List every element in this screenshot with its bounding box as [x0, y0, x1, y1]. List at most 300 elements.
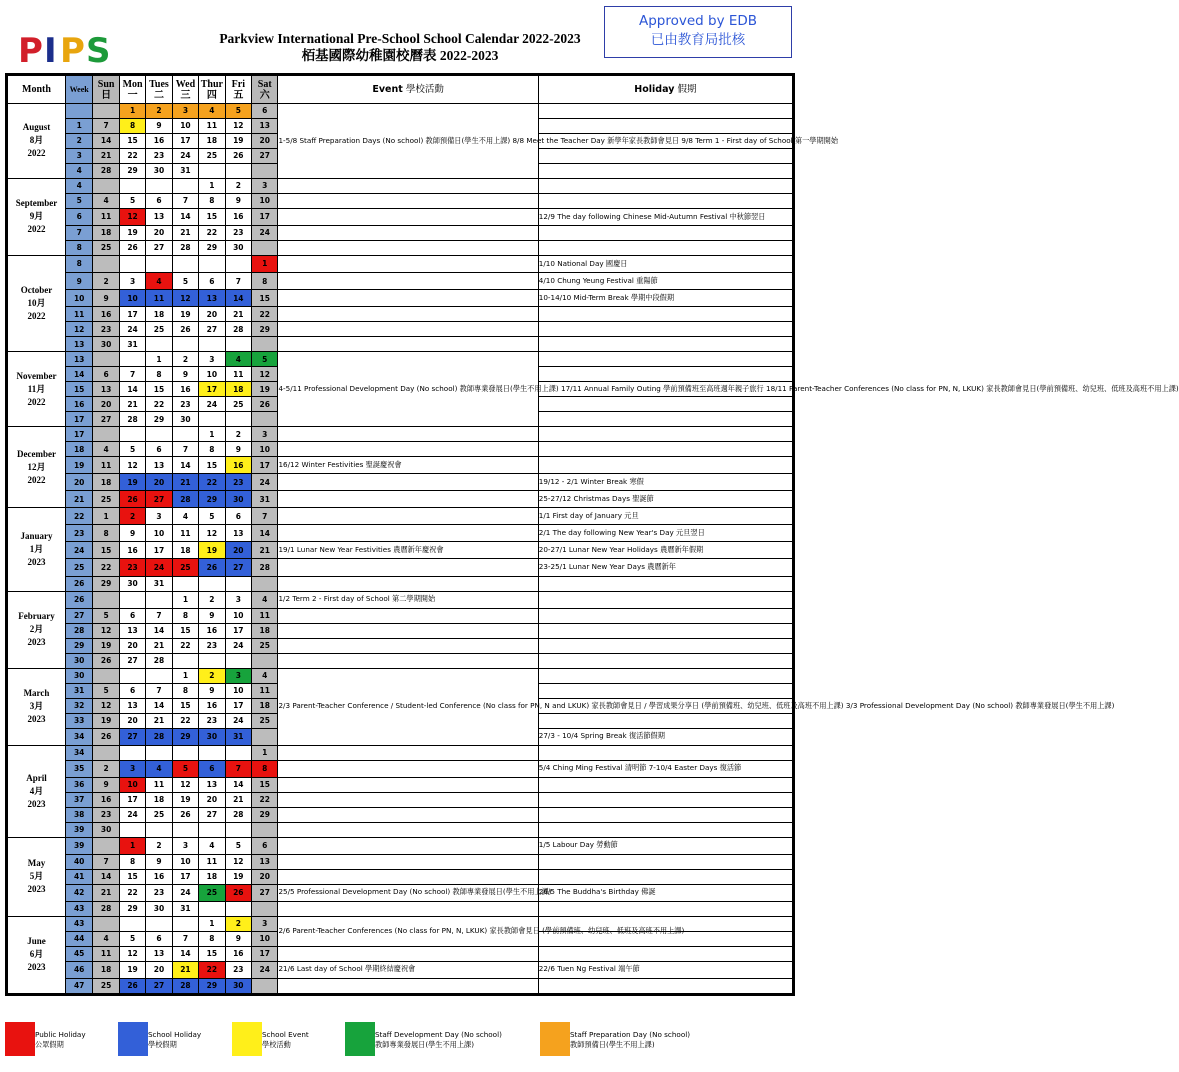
week-row: [8, 255, 793, 272]
month-cell-august: [8, 104, 66, 179]
day-cell: 29: [199, 240, 225, 255]
day-cell: [199, 901, 225, 916]
day-cell: 17: [146, 542, 172, 559]
day-cell: 28: [172, 240, 198, 255]
holiday-cell: 12/9 The day following Chinese Mid-Autumn Festival 中秋節翌日: [538, 208, 792, 225]
logo-letter-i: I: [44, 31, 57, 71]
day-cell: 22: [146, 397, 172, 412]
week-number: 43: [65, 916, 92, 931]
day-cell: 28: [146, 653, 172, 668]
day-cell: [252, 822, 278, 837]
day-cell: 2: [199, 591, 225, 608]
day-cell: 14: [172, 457, 198, 474]
day-cell: 5: [252, 352, 278, 367]
day-cell: 9: [199, 683, 225, 698]
week-number: 43: [65, 901, 92, 916]
week-row: [8, 208, 793, 225]
week-number: 10: [65, 290, 92, 307]
day-cell: 29: [199, 491, 225, 508]
day-cell: 10: [252, 442, 278, 457]
day-cell: 11: [93, 946, 119, 961]
day-cell: 2: [225, 916, 251, 931]
event-cell: 1/2 Term 2 - First day of School 第二學期開始: [278, 591, 538, 608]
day-cell: 18: [146, 307, 172, 322]
day-cell: 24: [225, 713, 251, 728]
holiday-cell: 1/10 National Day 國慶日: [538, 255, 792, 272]
day-cell: 14: [93, 869, 119, 884]
week-row: [8, 307, 793, 322]
event-cell: [278, 525, 538, 542]
month-cell-march: [8, 668, 66, 745]
day-cell: [252, 728, 278, 745]
week-row: [8, 474, 793, 491]
event-cell: [278, 760, 538, 777]
day-cell: 1: [252, 745, 278, 760]
event-cell: [278, 653, 538, 668]
day-cell: 6: [252, 104, 278, 119]
month-cell-june: [8, 916, 66, 993]
day-cell: 20: [199, 307, 225, 322]
week-number: 22: [65, 508, 92, 525]
day-cell: [119, 822, 145, 837]
day-cell: [225, 822, 251, 837]
event-cell: [278, 576, 538, 591]
day-cell: 22: [119, 148, 145, 163]
event-cell: [278, 745, 538, 760]
day-cell: 19: [252, 382, 278, 397]
month-name-en: June: [27, 936, 46, 947]
day-cell: 12: [172, 290, 198, 307]
day-cell: 27: [252, 884, 278, 901]
day-cell: [146, 668, 172, 683]
event-cell: [278, 508, 538, 525]
day-cell: 7: [146, 683, 172, 698]
legend-label-en: Staff Preparation Day (No school): [570, 1030, 691, 1039]
day-cell: 19: [225, 133, 251, 148]
day-cell: [225, 412, 251, 427]
day-cell: 2: [225, 178, 251, 193]
legend-label-en: School Holiday: [148, 1030, 202, 1039]
day-cell: 2: [93, 273, 119, 290]
day-cell: 1: [199, 178, 225, 193]
holiday-cell: [538, 322, 792, 337]
event-cell: [278, 638, 538, 653]
day-cell: 7: [225, 760, 251, 777]
day-cell: [252, 240, 278, 255]
day-cell: 1: [172, 591, 198, 608]
day-cell: 18: [199, 133, 225, 148]
day-cell: 29: [119, 901, 145, 916]
day-cell: 27: [93, 412, 119, 427]
day-cell: 5: [119, 193, 145, 208]
day-cell: 7: [119, 367, 145, 382]
week-number: 17: [65, 427, 92, 442]
day-cell: [146, 427, 172, 442]
day-cell: 11: [146, 777, 172, 792]
week-number: 38: [65, 807, 92, 822]
day-cell: 28: [93, 901, 119, 916]
day-cell: [225, 163, 251, 178]
day-cell: 25: [93, 978, 119, 993]
day-cell: 4: [93, 442, 119, 457]
week-row: [8, 854, 793, 869]
day-header-en: Wed: [175, 78, 196, 90]
week-number: 46: [65, 961, 92, 978]
day-cell: 23: [225, 225, 251, 240]
day-cell: 6: [199, 273, 225, 290]
day-cell: 26: [119, 978, 145, 993]
day-cell: 30: [225, 978, 251, 993]
edb-approval-box: [604, 6, 792, 58]
title-english: Parkview International Pre-School School Calendar 2022-2023: [219, 31, 581, 46]
day-cell: 10: [119, 777, 145, 792]
day-cell: 2: [172, 352, 198, 367]
day-cell: 13: [146, 208, 172, 225]
legend-label: [570, 1030, 690, 1050]
day-cell: 4: [199, 837, 225, 854]
day-cell: 26: [199, 559, 225, 576]
event-cell: [278, 901, 538, 916]
holiday-cell: [538, 163, 792, 178]
day-cell: 2: [119, 508, 145, 525]
month-year: 2022: [27, 311, 46, 322]
holiday-cell: 5/4 Ching Ming Festival 清明節 7-10/4 Easter Days 復活節: [538, 760, 792, 777]
week-number: 6: [65, 208, 92, 225]
day-cell: 23: [146, 884, 172, 901]
day-cell: 26: [225, 148, 251, 163]
day-cell: 24: [172, 884, 198, 901]
day-cell: [119, 427, 145, 442]
day-cell: 25: [146, 322, 172, 337]
day-cell: 15: [146, 382, 172, 397]
event-cell: [278, 946, 538, 961]
event-cell: [278, 307, 538, 322]
month-name-en: February: [18, 611, 55, 622]
day-cell: 13: [146, 457, 172, 474]
day-header-sat: [252, 76, 278, 104]
day-cell: 13: [93, 382, 119, 397]
week-number: 39: [65, 822, 92, 837]
day-cell: 5: [225, 837, 251, 854]
event-cell: [278, 854, 538, 869]
day-header-wed: [172, 76, 198, 104]
day-cell: 29: [93, 576, 119, 591]
day-cell: 30: [93, 822, 119, 837]
day-cell: 3: [225, 668, 251, 683]
day-cell: 8: [93, 525, 119, 542]
day-header-zh: 二: [154, 89, 164, 101]
day-cell: 3: [252, 916, 278, 931]
day-header-thur: [199, 76, 225, 104]
day-cell: 5: [93, 608, 119, 623]
day-cell: 21: [172, 225, 198, 240]
week-number: 13: [65, 337, 92, 352]
event-cell: [278, 837, 538, 854]
day-cell: [119, 668, 145, 683]
day-cell: 4: [225, 352, 251, 367]
event-cell: [278, 427, 538, 442]
day-cell: 1: [252, 255, 278, 272]
week-row: [8, 884, 793, 901]
day-cell: [225, 653, 251, 668]
day-cell: 14: [146, 623, 172, 638]
day-cell: [93, 178, 119, 193]
day-cell: 4: [199, 104, 225, 119]
day-cell: 22: [199, 474, 225, 491]
event-cell: [278, 290, 538, 307]
day-header-en: Thur: [200, 78, 223, 90]
day-cell: 19: [93, 638, 119, 653]
day-cell: 8: [199, 442, 225, 457]
day-cell: 10: [225, 608, 251, 623]
event-cell: [278, 822, 538, 837]
day-cell: 11: [93, 208, 119, 225]
day-cell: 18: [93, 961, 119, 978]
day-cell: 29: [146, 412, 172, 427]
holiday-cell: 20-27/1 Lunar New Year Holidays 農曆新年假期: [538, 542, 792, 559]
week-row: [8, 559, 793, 576]
week-row: [8, 352, 793, 367]
holiday-cell: [538, 240, 792, 255]
day-cell: 12: [225, 118, 251, 133]
day-cell: 28: [172, 978, 198, 993]
day-cell: [252, 337, 278, 352]
day-cell: 26: [225, 884, 251, 901]
day-cell: 21: [252, 542, 278, 559]
week-number: [65, 104, 92, 119]
day-cell: 26: [93, 653, 119, 668]
event-cell: [278, 559, 538, 576]
week-row: [8, 792, 793, 807]
day-cell: 19: [119, 474, 145, 491]
day-cell: 16: [93, 307, 119, 322]
week-row: [8, 608, 793, 623]
day-cell: [172, 745, 198, 760]
day-cell: 22: [252, 307, 278, 322]
day-cell: 3: [252, 178, 278, 193]
day-cell: [225, 255, 251, 272]
week-number: 42: [65, 884, 92, 901]
day-cell: 12: [119, 457, 145, 474]
day-cell: [146, 178, 172, 193]
day-cell: 21: [225, 792, 251, 807]
day-cell: 15: [119, 133, 145, 148]
day-cell: 22: [172, 713, 198, 728]
week-row: [8, 777, 793, 792]
day-cell: 11: [146, 290, 172, 307]
day-cell: 16: [225, 457, 251, 474]
day-cell: 10: [225, 683, 251, 698]
day-cell: 19: [225, 869, 251, 884]
day-cell: 30: [225, 491, 251, 508]
day-header-fri: [225, 76, 251, 104]
day-cell: 31: [172, 901, 198, 916]
day-cell: 27: [146, 978, 172, 993]
day-cell: 17: [252, 208, 278, 225]
day-cell: [199, 337, 225, 352]
day-cell: 11: [225, 367, 251, 382]
day-cell: 28: [225, 322, 251, 337]
day-cell: 13: [225, 525, 251, 542]
week-row: [8, 457, 793, 474]
holiday-cell: 23-25/1 Lunar New Year Days 農曆新年: [538, 559, 792, 576]
holiday-cell: [538, 745, 792, 760]
week-number: 31: [65, 683, 92, 698]
holiday-header: [538, 76, 792, 104]
day-header-sun: [93, 76, 119, 104]
day-cell: 4: [172, 508, 198, 525]
event-cell: [278, 623, 538, 638]
week-number: 11: [65, 307, 92, 322]
week-number: 34: [65, 728, 92, 745]
day-cell: [252, 163, 278, 178]
day-cell: 8: [119, 854, 145, 869]
day-header-en: Tues: [149, 78, 169, 90]
week-number: 30: [65, 668, 92, 683]
week-row: [8, 273, 793, 290]
day-cell: 21: [119, 397, 145, 412]
day-cell: [199, 412, 225, 427]
day-cell: 11: [172, 525, 198, 542]
day-cell: 15: [93, 542, 119, 559]
day-cell: [119, 352, 145, 367]
event-cell: [278, 322, 538, 337]
day-cell: 22: [93, 559, 119, 576]
day-cell: 24: [119, 322, 145, 337]
month-year: 2023: [27, 798, 46, 809]
month-name-zh: 3月: [29, 701, 44, 712]
day-cell: 17: [225, 698, 251, 713]
holiday-cell: [538, 118, 792, 133]
day-cell: 11: [199, 854, 225, 869]
day-header-zh: 五: [233, 89, 244, 101]
event-cell: [278, 240, 538, 255]
week-row: [8, 638, 793, 653]
day-cell: 29: [252, 807, 278, 822]
day-cell: 17: [199, 382, 225, 397]
day-cell: 5: [119, 442, 145, 457]
day-cell: 23: [172, 397, 198, 412]
day-cell: 6: [119, 608, 145, 623]
day-cell: 13: [252, 118, 278, 133]
header-row: [8, 76, 793, 104]
month-name-zh: 11月: [27, 383, 46, 394]
school-logo: [14, 26, 118, 70]
day-cell: 27: [225, 559, 251, 576]
week-row: [8, 745, 793, 760]
day-cell: 12: [252, 367, 278, 382]
holiday-cell: [538, 901, 792, 916]
day-cell: 31: [146, 576, 172, 591]
event-cell: [278, 255, 538, 272]
day-cell: 8: [252, 273, 278, 290]
day-cell: [146, 255, 172, 272]
week-row: [8, 623, 793, 638]
day-cell: 16: [93, 792, 119, 807]
week-row: [8, 290, 793, 307]
holiday-cell: [538, 442, 792, 457]
day-cell: 5: [93, 683, 119, 698]
holiday-cell: [538, 337, 792, 352]
day-cell: 28: [252, 559, 278, 576]
day-cell: 16: [199, 698, 225, 713]
day-cell: 30: [146, 163, 172, 178]
day-cell: 20: [93, 397, 119, 412]
day-cell: 14: [225, 777, 251, 792]
holiday-cell: [538, 104, 792, 119]
week-number: 33: [65, 713, 92, 728]
day-cell: 10: [252, 193, 278, 208]
day-cell: 6: [252, 837, 278, 854]
day-cell: 26: [172, 807, 198, 822]
month-name-en: November: [16, 370, 57, 381]
day-cell: 22: [199, 225, 225, 240]
month-name-zh: 4月: [29, 785, 44, 796]
day-cell: 10: [119, 290, 145, 307]
day-cell: 9: [93, 290, 119, 307]
day-cell: 5: [119, 931, 145, 946]
day-cell: 23: [199, 713, 225, 728]
holiday-cell: [538, 367, 792, 382]
day-cell: 18: [93, 474, 119, 491]
day-cell: 7: [172, 442, 198, 457]
holiday-cell: [538, 623, 792, 638]
week-row: [8, 193, 793, 208]
day-cell: 9: [119, 525, 145, 542]
week-number: 26: [65, 591, 92, 608]
day-cell: 2: [199, 668, 225, 683]
day-cell: 11: [93, 457, 119, 474]
holiday-cell: [538, 777, 792, 792]
calendar-table: [5, 73, 1179, 996]
day-cell: 25: [252, 638, 278, 653]
day-cell: 2: [93, 760, 119, 777]
day-cell: 20: [146, 961, 172, 978]
legend-swatch: [345, 1022, 375, 1056]
day-cell: 28: [225, 807, 251, 822]
calendar-title: [200, 30, 600, 64]
event-cell: 16/12 Winter Festivities 聖誕慶祝會: [278, 457, 538, 474]
day-cell: 27: [146, 240, 172, 255]
day-cell: [172, 576, 198, 591]
day-cell: 23: [146, 148, 172, 163]
day-cell: 13: [119, 698, 145, 713]
week-row: [8, 668, 793, 683]
day-cell: 21: [146, 638, 172, 653]
day-cell: 15: [119, 869, 145, 884]
day-cell: [252, 901, 278, 916]
day-cell: 12: [199, 525, 225, 542]
day-cell: 15: [172, 623, 198, 638]
week-row: [8, 542, 793, 559]
day-cell: 9: [146, 118, 172, 133]
day-cell: 10: [172, 118, 198, 133]
month-name-en: September: [15, 198, 58, 209]
week-number: 40: [65, 854, 92, 869]
day-cell: [199, 653, 225, 668]
holiday-cell: [538, 822, 792, 837]
holiday-cell: [538, 591, 792, 608]
day-cell: 6: [199, 760, 225, 777]
day-cell: [172, 822, 198, 837]
month-cell-september: [8, 178, 66, 255]
day-cell: 26: [93, 728, 119, 745]
week-number: 34: [65, 745, 92, 760]
week-number: 28: [65, 623, 92, 638]
day-cell: 10: [146, 525, 172, 542]
holiday-cell: [538, 683, 792, 698]
week-number: 44: [65, 931, 92, 946]
